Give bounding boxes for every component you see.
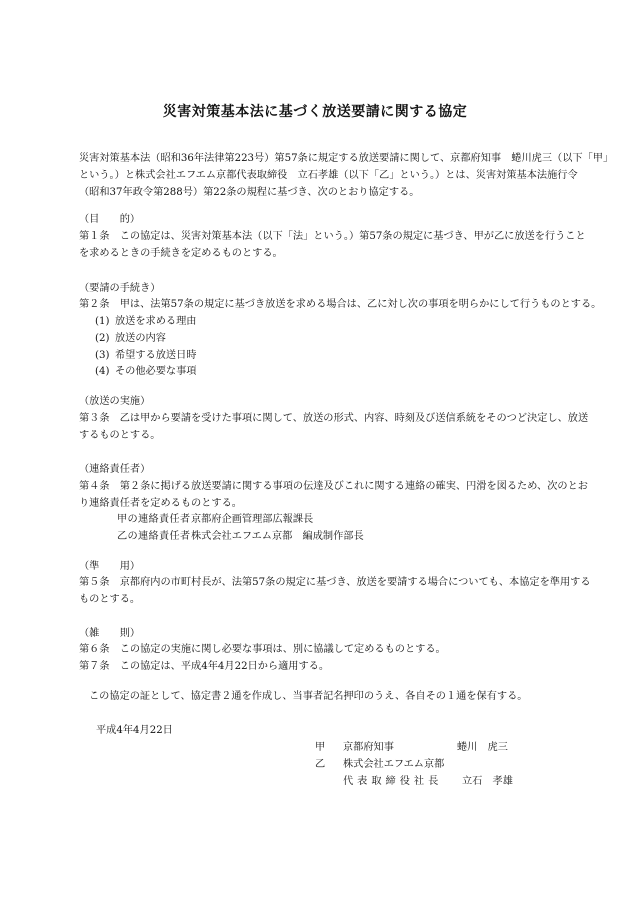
- article-4-line-2: り連絡責任者を定めるものとする。: [79, 498, 242, 509]
- list-item-text: 放送の内容: [115, 333, 166, 344]
- contact-name: 株式会社エフエム京都 編成制作部長: [191, 531, 364, 542]
- article-2-line-1: 第２条 甲は、法第57条の規定に基づき放送を求める場合は、乙に対し次の事項を明らかにして行うものとする。: [79, 299, 602, 310]
- list-item-text: 希望する放送日時: [115, 350, 197, 361]
- contact-role: 甲の連絡責任者: [117, 514, 191, 525]
- heading-liaison: （連絡責任者）: [79, 464, 151, 475]
- article-1-line-2: を求めるときの手続きを定めるものとする。: [79, 248, 283, 259]
- list-item: [95, 347, 197, 364]
- list-item-number: (1): [95, 316, 110, 327]
- intro-line-1: 災害対策基本法（昭和36年法律第223号）第57条に規定する放送要請に関して、京都府知事 蜷川虎三（以下「甲」: [79, 153, 614, 164]
- agreement-date: 平成4年4月22日: [96, 725, 173, 736]
- party-kou-org: 京都府知事: [343, 742, 394, 753]
- intro-paragraph: [79, 150, 614, 201]
- article-5-line-2: ものとする。: [79, 594, 141, 605]
- list-item-text: その他必要な事項: [115, 366, 197, 377]
- article-6-7: [79, 641, 557, 675]
- list-item: [95, 313, 197, 330]
- article-1: [79, 228, 586, 262]
- contact-role: 乙の連絡責任者: [117, 531, 191, 542]
- list-item: [95, 330, 166, 347]
- party-otsu-org: 株式会社エフエム京都: [343, 759, 445, 770]
- article-3: [79, 410, 589, 444]
- article-5: [79, 574, 591, 608]
- article-4: [79, 478, 588, 512]
- contact-otsu: [117, 528, 364, 545]
- article-7-line: 第７条 この協定は、平成4年4月22日から適用する。: [79, 661, 330, 672]
- intro-line-3: （昭和37年政令第288号）第22条の規程に基づき、次のとおり協定する。: [79, 187, 420, 198]
- heading-misc: （雑 則）: [79, 628, 141, 639]
- heading-purpose: （目 的）: [79, 214, 141, 225]
- list-item-number: (2): [95, 333, 110, 344]
- article-3-line-2: するものとする。: [79, 430, 161, 441]
- list-item-number: (4): [95, 366, 110, 377]
- party-otsu-name: 立石 孝雄: [462, 776, 513, 787]
- party-otsu-title: 代表取締役社長: [343, 776, 443, 787]
- heading-application: （準 用）: [79, 561, 141, 572]
- contact-kou: [117, 511, 313, 528]
- closing-statement: この協定の証として、協定書２通を作成し、当事者記名押印のうえ、各自その１通を保有する。: [89, 691, 528, 702]
- list-item: [95, 363, 197, 380]
- party-otsu-label: 乙: [315, 759, 326, 770]
- article-5-line-1: 第５条 京都府内の市町村長が、法第57条の規定に基づき、放送を要請する場合についても、本協定を準用する: [79, 577, 591, 588]
- article-3-line-1: 第３条 乙は甲から要請を受けた事項に関して、放送の形式、内容、時刻及び送信系統をそのつど決定し、放送: [79, 413, 589, 424]
- document-title: 災害対策基本法に基づく放送要請に関する協定: [162, 104, 468, 120]
- article-6-line: 第６条 この協定の実施に関し必要な事項は、別に協議して定めるものとする。: [79, 644, 446, 655]
- party-kou-label: 甲: [315, 742, 326, 753]
- article-1-line-1: 第１条 この協定は、災害対策基本法（以下「法」という。）第57条の規定に基づき、甲が乙に放送を行うこと: [79, 231, 586, 242]
- list-item-number: (3): [95, 350, 110, 361]
- article-2: [79, 296, 602, 313]
- contact-name: 京都府企画管理部広報課長: [191, 514, 314, 525]
- list-item-text: 放送を求める理由: [115, 316, 197, 327]
- party-kou-name: 蜷川 虎三: [457, 742, 508, 753]
- heading-implementation: （放送の実施）: [79, 396, 151, 407]
- article-4-line-1: 第４条 第２条に掲げる放送要請に関する事項の伝達及びこれに関する連絡の確実、円滑を図るため、次のとお: [79, 481, 588, 492]
- intro-line-2: という。）と株式会社エフエム京都代表取締役 立石孝雄（以下「乙」という。）とは、災害対策基本法施行令: [79, 170, 578, 181]
- heading-request: （要請の手続き）: [79, 283, 161, 294]
